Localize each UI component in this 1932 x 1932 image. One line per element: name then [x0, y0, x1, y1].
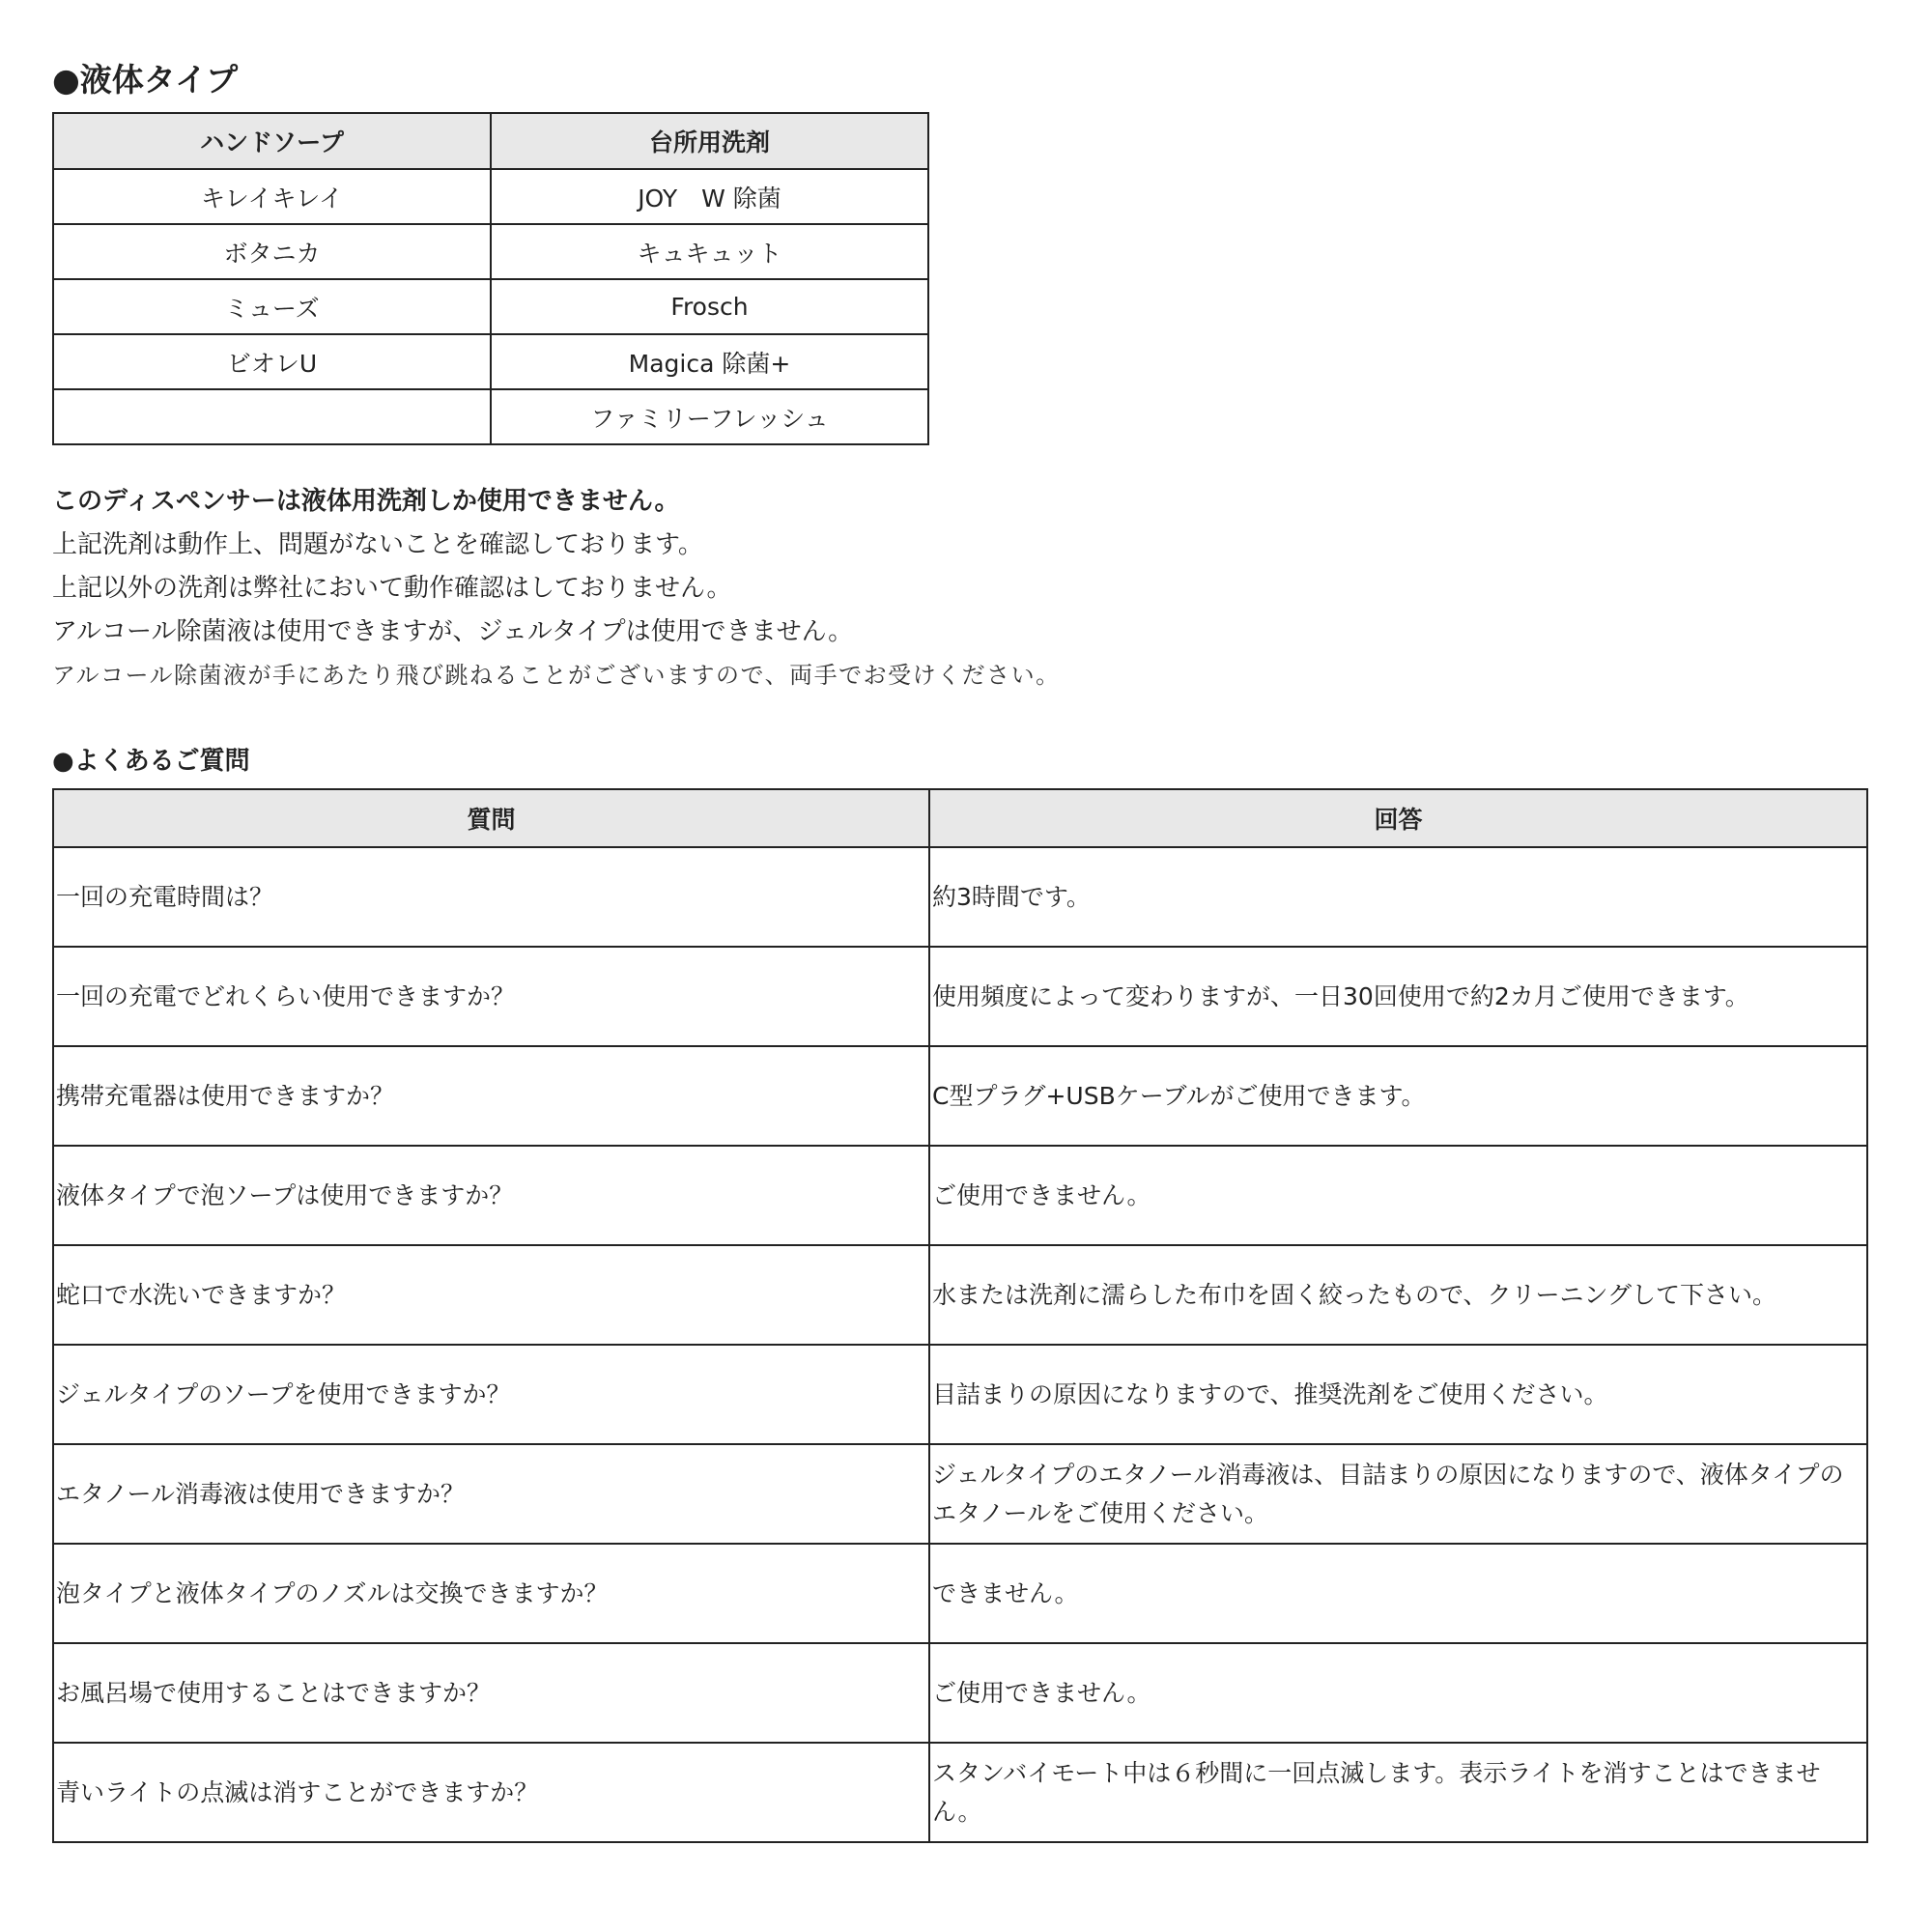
answer-cell: 目詰まりの原因になりますので、推奨洗剤をご使用ください。	[929, 1345, 1867, 1444]
table-row	[53, 1643, 1867, 1743]
answer-cell: ご使用できません。	[929, 1146, 1867, 1245]
table-row	[53, 1046, 1867, 1146]
question-cell: 液体タイプで泡ソープは使用できますか？	[53, 1146, 929, 1245]
table-row	[53, 224, 928, 279]
table-row	[53, 279, 928, 334]
table-row	[53, 1544, 1867, 1643]
usage-notes	[52, 480, 1888, 697]
note-unconfirmed: 上記以外の洗剤は弊社において動作確認はしておりません。	[52, 574, 732, 603]
question-cell: お風呂場で使用することはできますか？	[53, 1643, 929, 1743]
note-alcohol: アルコール除菌液は使用できますが、ジェルタイプは使用できません。	[52, 617, 854, 646]
hand-soap-cell	[53, 389, 491, 444]
answer-header: 回答	[929, 789, 1867, 847]
kitchen-detergent-header: 台所用洗剤	[491, 113, 928, 169]
faq-header-row	[53, 789, 1867, 847]
table-row	[53, 1444, 1867, 1544]
table-row	[53, 1146, 1867, 1245]
answer-cell: C型プラグ+USBケーブルがご使用できます。	[929, 1046, 1867, 1146]
hand-soap-cell: ビオレU	[53, 334, 491, 389]
answer-cell: 使用頻度によって変わりますが、一日30回使用で約2カ月ご使用できます。	[929, 947, 1867, 1046]
answer-cell: スタンバイモート中は６秒間に一回点滅します。表示ライトを消すことはできません。	[929, 1743, 1867, 1842]
table-row	[53, 947, 1867, 1046]
table-row	[53, 1743, 1867, 1842]
faq-title-wrap	[52, 742, 1888, 781]
note-liquid-only: このディスペンサーは液体用洗剤しか使用できません。	[52, 487, 680, 516]
liquid-type-title: ●液体タイプ	[52, 61, 239, 99]
hand-soap-cell: キレイキレイ	[53, 169, 491, 224]
hand-soap-cell: ボタニカ	[53, 224, 491, 279]
table-row	[53, 334, 928, 389]
answer-cell: 水または洗剤に濡らした布巾を固く絞ったもので、クリーニングして下さい。	[929, 1245, 1867, 1345]
answer-cell: 約3時間です。	[929, 847, 1867, 947]
question-cell: エタノール消毒液は使用できますか？	[53, 1444, 929, 1544]
answer-cell: ジェルタイプのエタノール消毒液は、目詰まりの原因になりますので、液体タイプのエタノールをご使用ください。	[929, 1444, 1867, 1544]
hand-soap-cell: ミューズ	[53, 279, 491, 334]
detergent-table	[52, 112, 929, 445]
faq-title: ●よくあるご質問	[52, 747, 250, 776]
kitchen-detergent-cell: キュキュット	[491, 224, 928, 279]
kitchen-detergent-cell: ファミリーフレッシュ	[491, 389, 928, 444]
table-row	[53, 847, 1867, 947]
table-row	[53, 1245, 1867, 1345]
table-row	[53, 389, 928, 444]
page	[52, 58, 1888, 1843]
detergent-header-row	[53, 113, 928, 169]
hand-soap-header: ハンドソープ	[53, 113, 491, 169]
question-cell: 一回の充電でどれくらい使用できますか？	[53, 947, 929, 1046]
answer-cell: ご使用できません。	[929, 1643, 1867, 1743]
faq-table	[52, 788, 1868, 1843]
question-cell: 携帯充電器は使用できますか？	[53, 1046, 929, 1146]
note-confirmed: 上記洗剤は動作上、問題がないことを確認しております。	[52, 530, 703, 559]
table-row	[53, 169, 928, 224]
answer-cell: できません。	[929, 1544, 1867, 1643]
kitchen-detergent-cell: Frosch	[491, 279, 928, 334]
kitchen-detergent-cell: Magica 除菌+	[491, 334, 928, 389]
kitchen-detergent-cell: JOY W 除菌	[491, 169, 928, 224]
question-header: 質問	[53, 789, 929, 847]
question-cell: 青いライトの点滅は消すことができますか？	[53, 1743, 929, 1842]
question-cell: 蛇口で水洗いできますか？	[53, 1245, 929, 1345]
question-cell: 一回の充電時間は？	[53, 847, 929, 947]
question-cell: 泡タイプと液体タイプのノズルは交換できますか？	[53, 1544, 929, 1643]
question-cell: ジェルタイプのソープを使用できますか？	[53, 1345, 929, 1444]
table-row	[53, 1345, 1867, 1444]
note-splash: アルコール除菌液が手にあたり飛び跳ねることがございますので、両手でお受けください。	[52, 662, 1061, 689]
